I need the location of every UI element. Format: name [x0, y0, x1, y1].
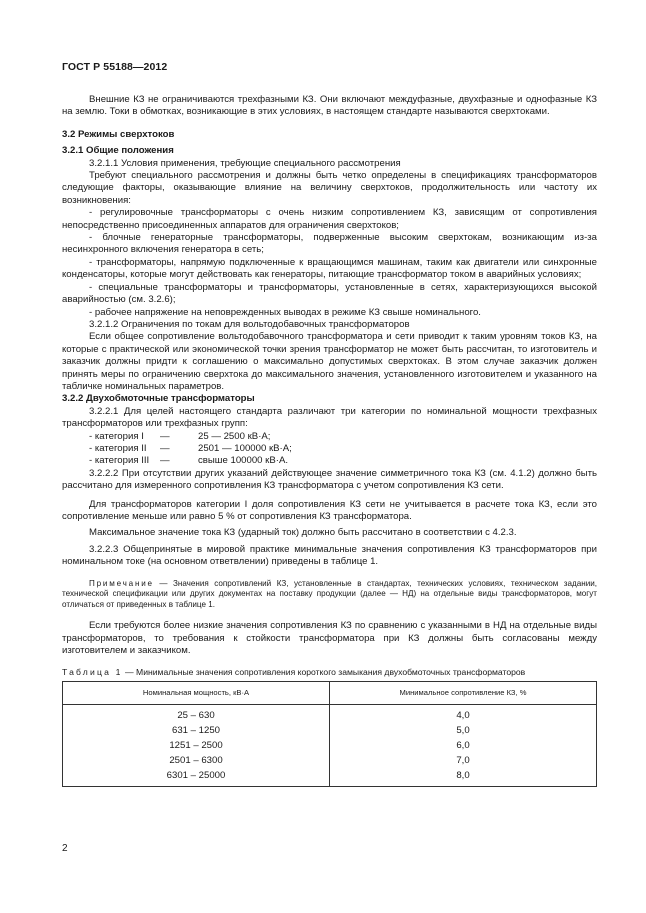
bullet-generator: - блочные генераторные трансформаторы, подверженные высоким сверхтокам, возникающим из-за несинхронного включения генератора в сеть; [62, 232, 597, 256]
table-row [63, 739, 597, 754]
clause-3-2-2-1: 3.2.2.1 Для целей настоящего стандарта различают три категории по номинальной мощности трехфазных трансформаторов или трехфазных групп: [62, 405, 597, 430]
bullet-special: - специальные трансформаторы и трансформаторы, установленные в сетях, характеризующихся высокой аварийностью (см. 3.2.6); [62, 281, 597, 306]
cell-power: 1251 – 2500 [63, 739, 330, 754]
cell-impedance: 4,0 [330, 705, 597, 725]
page-number: 2 [62, 843, 68, 854]
category-item: - категория III — свыше 100000 кВ·А. [89, 455, 289, 467]
document-code: ГОСТ Р 55188—2012 [62, 61, 168, 73]
intro-paragraph: Внешние КЗ не ограничиваются трехфазными КЗ. Они включают междуфазные, двухфазные и однофазные КЗ на землю. Токи в обмотках, возникающие в этих условиях, в настоящем стандарте называются сверхтоками. [62, 94, 597, 118]
clause-3-2-2-3: 3.2.2.3 Общепринятые в мировой практике минимальные значения сопротивления КЗ трансформаторов при номинальном токе (на основном ответвлении) приведены в таблице 1. [62, 543, 597, 568]
table-caption-label: Таблица 1 [62, 666, 123, 677]
lower-impedance-paragraph: Если требуются более низкие значения сопротивления КЗ по сравнению с указанными в НД на отдельные виды трансформаторов, то требования к стойкости трансформатора при КЗ должны быть согласованы между изготовителем и заказчиком. [62, 620, 597, 657]
page-body [62, 94, 597, 787]
bullet-rotating-machines: - трансформаторы, напрямую подключенные к вращающимся машинам, таким как двигатели или синхронные конденсаторы, которые могут действовать как генераторы, питающие трансформатор током в аварийных условиях; [62, 256, 597, 281]
cell-power: 2501 – 6300 [63, 754, 330, 769]
bullet-regulating: - регулировочные трансформаторы с очень низким сопротивлением КЗ, зависящим от сопротивления непосредственно присоединенных аппаратов для ограничения сверхтоков; [62, 207, 597, 231]
booster-paragraph: Если общее сопротивление вольтодобавочного трансформатора и сети приводит к таким уровням токов КЗ, на которые с практической или экономической точки зрения трансформатор не может быть рассчитан, то изготовитель и заказчик должны придти к соглашению о максимально допустимых сверхтоках. В этом случае заказчик должен принять меры по ограничению сверхтока до максимального значения, установленного изготовителем и указанного на табличке номинальных параметров. [62, 331, 597, 392]
cell-impedance: 6,0 [330, 739, 597, 754]
table-row [63, 754, 597, 769]
table-caption-text: — Минимальные значения сопротивления короткого замыкания двухобмоточных трансформаторов [122, 666, 526, 677]
cell-impedance: 7,0 [330, 754, 597, 769]
column-header-power: Номинальная мощность, кВ·А [63, 682, 330, 705]
note-block [62, 579, 597, 611]
note-text: — Значения сопротивлений КЗ, установленные в стандартах, технических условиях, техническом задании, технической спецификации или других документах на поставку продукции (далее — НД) на отдельные виды трансформаторов, могут отличаться от приведенных в таблице 1. [62, 578, 597, 609]
clause-3-2-2-2: 3.2.2.2 При отсутствии других указаний действующее значение симметричного тока КЗ (см. 4.1.2) должно быть рассчитано для измеренного сопротивления КЗ трансформатора с учетом сопротивления КЗ сети. [62, 467, 597, 492]
cell-impedance: 8,0 [330, 769, 597, 787]
cell-power: 6301 – 25000 [63, 769, 330, 787]
requirements-paragraph: Требуют специального рассмотрения и должны быть четко определены в спецификациях трансформаторов следующие факторы, оказывающие влияние на величину сверхтоков, продолжительность или частоту их возникновения: [62, 170, 597, 206]
section-3-2-heading: 3.2 Режимы сверхтоков [62, 128, 175, 140]
clause-3-2-1-2: 3.2.1.2 Ограничения по токам для вольтодобавочных трансформаторов [89, 318, 410, 330]
table-row [63, 769, 597, 787]
table-caption [62, 666, 597, 678]
category-item: - категория II — 2501 — 100000 кВ·А; [89, 442, 292, 454]
note-label: Примечание [89, 578, 154, 588]
bullet-voltage: - рабочее напряжение на неповрежденных выводах в режиме КЗ свыше номинального. [89, 306, 481, 318]
table-row [63, 724, 597, 739]
clause-3-2-1-1: 3.2.1.1 Условия применения, требующие специального рассмотрения [89, 157, 401, 169]
column-header-impedance: Минимальное сопротивление КЗ, % [330, 682, 597, 705]
category-1-paragraph: Для трансформаторов категории I доля сопротивления КЗ сети не учитывается в расчете тока КЗ, если это сопротивление меньше или равно 5 % от сопротивления КЗ трансформатора. [62, 498, 597, 522]
peak-current-paragraph: Максимальное значение тока КЗ (ударный ток) должно быть рассчитано в соответствии с 4.2.3. [89, 527, 517, 539]
cell-power: 25 – 630 [63, 705, 330, 725]
table-row [63, 705, 597, 725]
category-item: - категория I — 25 — 2500 кВ·А; [89, 430, 271, 442]
section-3-2-2-heading: 3.2.2 Двухобмоточные трансформаторы [62, 393, 255, 405]
cell-power: 631 – 1250 [63, 724, 330, 739]
cell-impedance: 5,0 [330, 724, 597, 739]
section-3-2-1-heading: 3.2.1 Общие положения [62, 145, 174, 157]
impedance-table [62, 681, 597, 787]
